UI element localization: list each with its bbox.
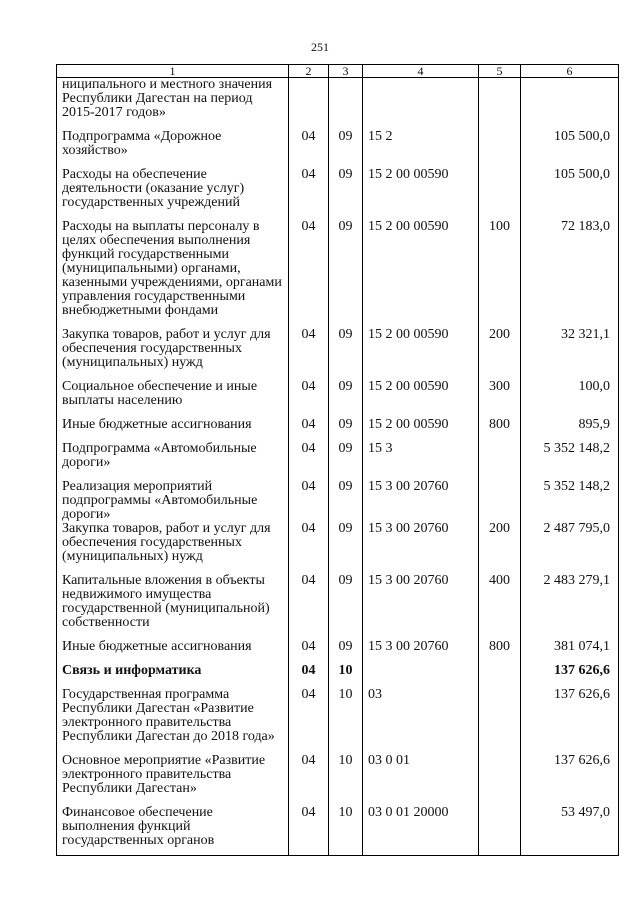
row-section: 04	[289, 130, 329, 168]
row-section: 04	[289, 806, 329, 856]
row-section: 04	[289, 480, 329, 522]
row-subsection: 09	[329, 220, 363, 328]
row-name: Социальное обеспечение и иные выплаты населению	[57, 380, 289, 418]
row-section: 04	[289, 522, 329, 574]
row-expense-type	[479, 480, 521, 522]
row-target-code: 15 2	[363, 130, 479, 168]
table-row	[57, 78, 619, 130]
column-header: 1	[57, 65, 289, 78]
row-amount: 381 074,1	[521, 640, 619, 664]
row-name: Иные бюджетные ассигнования	[57, 418, 289, 442]
row-expense-type	[479, 442, 521, 480]
column-header: 3	[329, 65, 363, 78]
row-section: 04	[289, 640, 329, 664]
row-subsection: 10	[329, 754, 363, 806]
table-row	[57, 480, 619, 522]
row-amount: 32 321,1	[521, 328, 619, 380]
row-expense-type	[479, 168, 521, 220]
column-header: 2	[289, 65, 329, 78]
row-section: 04	[289, 688, 329, 754]
row-expense-type: 200	[479, 522, 521, 574]
row-target-code: 03 0 01	[363, 754, 479, 806]
row-name: Расходы на обеспечение деятельности (оказание услуг) государственных учреждений	[57, 168, 289, 220]
row-section: 04	[289, 418, 329, 442]
row-target-code: 03	[363, 688, 479, 754]
row-section: 04	[289, 754, 329, 806]
row-target-code: 03 0 01 20000	[363, 806, 479, 856]
row-expense-type	[479, 806, 521, 856]
row-name: ниципального и местного значения Республики Дагестан на период 2015-2017 годов»	[57, 78, 289, 130]
row-section: 04	[289, 380, 329, 418]
row-expense-type: 300	[479, 380, 521, 418]
table-row	[57, 442, 619, 480]
row-amount: 5 352 148,2	[521, 480, 619, 522]
row-target-code: 15 2 00 00590	[363, 418, 479, 442]
row-subsection: 09	[329, 418, 363, 442]
row-target-code: 15 3 00 20760	[363, 480, 479, 522]
column-header: 5	[479, 65, 521, 78]
row-target-code: 15 3	[363, 442, 479, 480]
table-row	[57, 522, 619, 574]
row-amount: 137 626,6	[521, 664, 619, 688]
row-target-code: 15 2 00 00590	[363, 328, 479, 380]
row-target-code: 15 3 00 20760	[363, 574, 479, 640]
row-name: Подпрограмма «Дорожное хозяйство»	[57, 130, 289, 168]
row-expense-type: 100	[479, 220, 521, 328]
row-expense-type: 800	[479, 640, 521, 664]
table-row	[57, 328, 619, 380]
row-name: Расходы на выплаты персоналу в целях обеспечения выполнения функций государственными (муниципальными) органами, казенными учреждениями, органами управления государственными внебюджетными фондами	[57, 220, 289, 328]
row-subsection: 10	[329, 806, 363, 856]
row-subsection: 09	[329, 480, 363, 522]
row-target-code: 15 3 00 20760	[363, 640, 479, 664]
row-name: Иные бюджетные ассигнования	[57, 640, 289, 664]
row-amount: 2 483 279,1	[521, 574, 619, 640]
page-number: 251	[311, 40, 329, 54]
row-amount: 53 497,0	[521, 806, 619, 856]
row-expense-type	[479, 754, 521, 806]
row-target-code: 15 2 00 00590	[363, 380, 479, 418]
row-amount: 137 626,6	[521, 754, 619, 806]
row-amount	[521, 78, 619, 130]
table-header-row	[57, 65, 619, 78]
row-amount: 105 500,0	[521, 130, 619, 168]
row-target-code: 15 3 00 20760	[363, 522, 479, 574]
row-target-code	[363, 664, 479, 688]
row-amount: 137 626,6	[521, 688, 619, 754]
row-name: Финансовое обеспечение выполнения функций государственных органов	[57, 806, 289, 856]
row-amount: 2 487 795,0	[521, 522, 619, 574]
row-amount: 100,0	[521, 380, 619, 418]
budget-table	[56, 64, 619, 856]
row-subsection: 10	[329, 664, 363, 688]
row-amount: 895,9	[521, 418, 619, 442]
table-body	[57, 78, 619, 856]
row-expense-type	[479, 78, 521, 130]
row-section: 04	[289, 664, 329, 688]
row-name: Государственная программа Республики Дагестан «Развитие электронного правительства Республики Дагестан до 2018 года»	[57, 688, 289, 754]
column-header: 4	[363, 65, 479, 78]
table-row	[57, 168, 619, 220]
table-row	[57, 640, 619, 664]
row-name: Реализация мероприятий подпрограммы «Автомобильные дороги»	[57, 480, 289, 522]
row-name: Связь и информатика	[57, 664, 289, 688]
row-amount: 105 500,0	[521, 168, 619, 220]
row-name: Основное мероприятие «Развитие электронного правительства Республики Дагестан»	[57, 754, 289, 806]
row-section: 04	[289, 168, 329, 220]
row-expense-type: 400	[479, 574, 521, 640]
row-target-code: 15 2 00 00590	[363, 220, 479, 328]
row-subsection: 09	[329, 328, 363, 380]
row-section: 04	[289, 220, 329, 328]
row-amount: 5 352 148,2	[521, 442, 619, 480]
row-name: Закупка товаров, работ и услуг для обеспечения государственных (муниципальных) нужд	[57, 328, 289, 380]
row-subsection: 09	[329, 130, 363, 168]
table-row	[57, 574, 619, 640]
row-section: 04	[289, 574, 329, 640]
row-subsection: 09	[329, 574, 363, 640]
row-subsection	[329, 78, 363, 130]
row-expense-type	[479, 130, 521, 168]
row-expense-type	[479, 688, 521, 754]
table-row	[57, 130, 619, 168]
table-row	[57, 418, 619, 442]
row-name: Закупка товаров, работ и услуг для обеспечения государственных (муниципальных) нужд	[57, 522, 289, 574]
table-row	[57, 380, 619, 418]
row-target-code	[363, 78, 479, 130]
row-subsection: 09	[329, 168, 363, 220]
row-name: Подпрограмма «Автомобильные дороги»	[57, 442, 289, 480]
table-row	[57, 754, 619, 806]
row-expense-type: 800	[479, 418, 521, 442]
row-section: 04	[289, 328, 329, 380]
row-subsection: 09	[329, 380, 363, 418]
row-section: 04	[289, 442, 329, 480]
row-expense-type: 200	[479, 328, 521, 380]
row-target-code: 15 2 00 00590	[363, 168, 479, 220]
row-section	[289, 78, 329, 130]
column-header: 6	[521, 65, 619, 78]
row-subsection: 09	[329, 522, 363, 574]
row-amount: 72 183,0	[521, 220, 619, 328]
row-subsection: 10	[329, 688, 363, 754]
table-row	[57, 664, 619, 688]
row-subsection: 09	[329, 442, 363, 480]
row-subsection: 09	[329, 640, 363, 664]
row-name: Капитальные вложения в объекты недвижимого имущества государственной (муниципальной) собственности	[57, 574, 289, 640]
table-row	[57, 688, 619, 754]
row-expense-type	[479, 664, 521, 688]
table-row	[57, 806, 619, 856]
table-row	[57, 220, 619, 328]
